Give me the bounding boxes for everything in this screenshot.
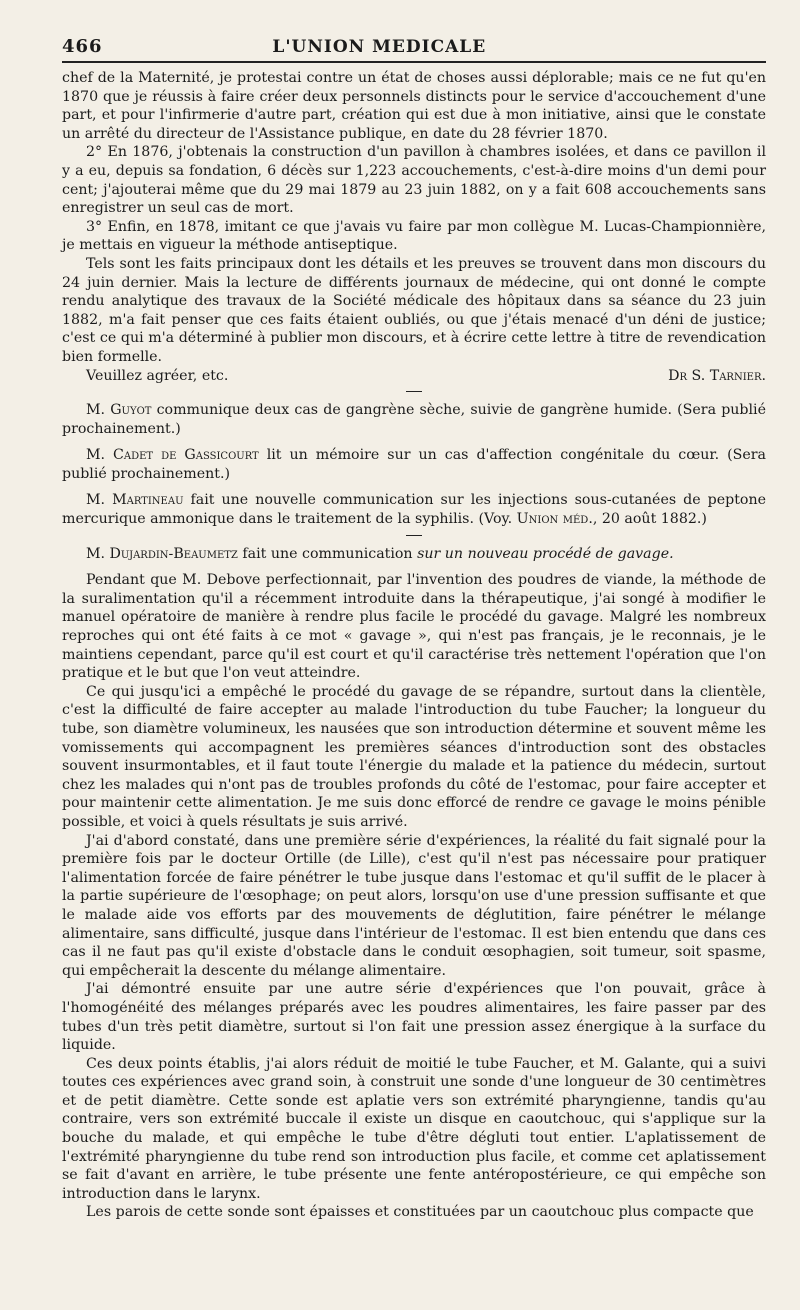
page-header xyxy=(62,36,766,57)
paragraph-guyot: M. Guyot communique deux cas de gangrène sèche, suivie de gangrène humide. (Sera publié prochainement.) xyxy=(62,402,766,437)
paragraph: Les parois de cette sonde sont épaisses et constituées par un caoutchouc plus compacte que xyxy=(86,1204,754,1221)
section-separator xyxy=(406,391,422,392)
section-separator xyxy=(406,535,422,536)
communication-topic: sur un nouveau procédé de gavage. xyxy=(417,545,674,562)
letter-closing xyxy=(62,367,766,386)
closing-formula: Veuillez agréer, etc. xyxy=(86,367,229,384)
paragraph: J'ai démontré ensuite par une autre série d'expériences que l'on pouvait, grâce à l'homogénéité des mélanges préparés avec les poudres alimentaires, les faire passer par des tubes d'un très petit diamètre, surtout si l'on fait une pression assez énergique à la surface du liquide. xyxy=(62,981,766,1054)
header-rule xyxy=(62,61,766,63)
paragraph: J'ai d'abord constaté, dans une première série d'expériences, la réalité du fait signalé pour la première fois par le docteur Ortille (de Lille), c'est qu'il n'est pas nécessaire pour pratiquer l'alimentation forcée de faire pénétrer le tube jusque dans l'estomac et qu'il suffit de le placer à la partie supérieure de l'œsophage; on peut alors, lorsqu'on use d'une pression suffisante et que le malade aide vos efforts par des mouvements de déglutition, faire pénétrer le mélange alimentaire, sans difficulté, jusque dans l'intérieur de l'estomac. Il est bien entendu que dans ces cas il ne faut pas qu'il existe d'obstacle dans le conduit œsophagien, soit tumeur, soit spasme, qui empêcherait la descente du mélange alimentaire. xyxy=(62,832,766,979)
paragraph: Ces deux points établis, j'ai alors réduit de moitié le tube Faucher, et M. Galante, qui a suivi toutes ces expériences avec grand soin, à construit une sonde d'une longueur de 30 centimètres et de petit diamètre. Cette sonde est aplatie vers son extrémité pharyngienne, tandis qu'au contraire, vers son extrémité buccale il existe un disque en caoutchouc, qui s'applique sur la bouche du malade, et qui empêche le tube d'être dégluti tout entier. L'aplatissement de l'extrémité pharyngienne du tube rend son introduction plus facile, et comme cet aplatissement se fait d'avant en arrière, le tube présente une fente antéropostérieure, ce qui empêche son introduction dans le larynx. xyxy=(62,1055,766,1202)
signature: Dr S. Tarnier. xyxy=(668,367,766,384)
page-number: 466 xyxy=(62,36,103,57)
paragraph-dujardin: M. Dujardin-Beaumetz fait une communication sur un nouveau procédé de gavage. xyxy=(86,545,674,562)
paragraph-cadet: M. Cadet de Gassicourt lit un mémoire sur un cas d'affection congénitale du cœur. (Sera publié prochainement.) xyxy=(62,447,767,482)
speaker-name: M. Dujardin-Beaumetz xyxy=(86,545,238,562)
paragraph: 2° En 1876, j'obtenais la construction d'un pavillon à chambres isolées, et dans ce pavillon il y a eu, depuis sa fondation, 6 décès sur 1,223 accouchements, c'est-à-dire moins d'un demi pour cent; j'ajouterai même que du 29 mai 1879 au 23 juin 1882, on y a fait 608 accouchements sans enregistrer un seul cas de mort. xyxy=(62,144,766,217)
journal-reference: Union méd. xyxy=(516,511,593,528)
speaker-name: M. Guyot xyxy=(86,402,152,419)
speaker-name: M. Cadet de Gassicourt xyxy=(86,447,259,464)
paragraph: Pendant que M. Debove perfectionnait, par l'invention des poudres de viande, la méthode de la suralimentation qu'il a récemment introduite dans la thérapeutique, j'ai songé à modifier le manuel opératoire de manière à rendre plus facile le procédé du gavage. Malgré les nombreux reproches qui ont été faits à ce mot « gavage », qui n'est pas français, je le reconnais, je le maintiens cependant, parce qu'il est court et qu'il caractérise très nettement l'opération que l'on pratique et le but que l'on veut atteindre. xyxy=(62,572,766,682)
paragraph: chef de la Maternité, je protestai contre un état de choses aussi déplorable; mais ce ne fut qu'en 1870 que je réussis à faire créer deux personnels distincts pour le service d'accouchement d'une part, et pour l'infirmerie d'autre part, création qui est due à mon initiative, ainsi que le constate un arrêté du directeur de l'Assistance publique, en date du 28 février 1870. xyxy=(62,70,766,142)
body-text xyxy=(62,69,766,1222)
journal-title: L'UNION MEDICALE xyxy=(272,37,487,57)
speaker-name: M. Martineau xyxy=(86,492,184,509)
paragraph: Ce qui jusqu'ici a empêché le procédé du gavage de se répandre, surtout dans la clientèle, c'est la difficulté de faire accepter au malade l'introduction du tube Faucher; la longueur du tube, son diamètre volumineux, les nausées que son introduction détermine et souvent même les vomissements qui accompagnent les premières séances d'introduction sont des obstacles souvent insurmontables, et il faut toute l'énergie du malade et la patience du médecin, surtout chez les malades qui n'ont pas de troubles profonds du côté de l'estomac, pour faire accepter et pour maintenir cette alimentation. Je me suis donc efforcé de rendre ce gavage le moins pénible possible, et voici à quels résultats je suis arrivé. xyxy=(62,683,766,830)
paragraph-martineau: M. Martineau fait une nouvelle communication sur les injections sous-cutanées de peptone mercurique ammonique dans le traitement de la syphilis. (Voy. Union méd., 20 août 1882.) xyxy=(62,492,767,528)
paragraph: 3° Enfin, en 1878, imitant ce que j'avais vu faire par mon collègue M. Lucas-Championnière, je mettais en vigueur la méthode antiseptique. xyxy=(62,218,766,254)
paragraph: Tels sont les faits principaux dont les détails et les preuves se trouvent dans mon discours du 24 juin dernier. Mais la lecture de différents journaux de médecine, qui ont donné le compte rendu analytique des travaux de la Société médicale des hôpitaux dans sa séance du 23 juin 1882, m'a fait penser que ces faits étaient oubliés, ou que j'étais menacé d'un déni de justice; c'est ce qui m'a déterminé à publier mon discours, et à écrire cette lettre à titre de revendication bien formelle. xyxy=(62,255,766,365)
